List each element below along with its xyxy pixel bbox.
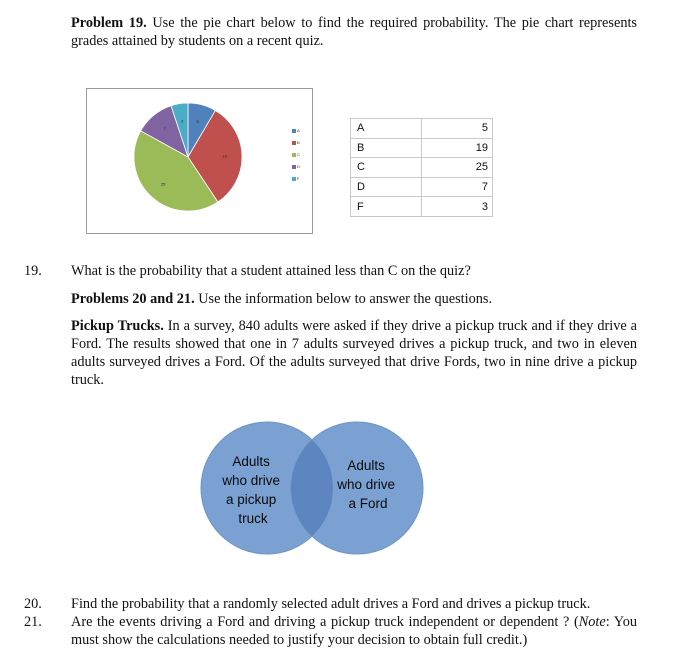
legend-label: C — [297, 152, 300, 157]
q21-note-text: : You must show the calculations needed to justify your decision to obtain full credit.) — [71, 614, 637, 648]
q21-number: 21. — [24, 614, 42, 630]
legend-label: B — [297, 140, 300, 145]
problems-20-21-intro — [71, 290, 637, 308]
problems-20-21-title: Problems 20 and 21. — [71, 291, 195, 307]
grade-cell: B — [351, 138, 422, 158]
pie-data-label: 5 — [196, 119, 199, 125]
pie-legend — [292, 128, 306, 190]
pie-data-label: 19 — [222, 153, 227, 159]
legend-swatch — [292, 177, 296, 181]
pie-data-label: 25 — [160, 181, 166, 187]
grade-cell: F — [351, 197, 422, 217]
q21-question: Are the events driving a Ford and driving a pickup truck independent or dependent ? ( — [71, 614, 579, 630]
problem-19-intro — [71, 14, 637, 50]
pie-chart — [87, 89, 312, 233]
legend-swatch — [292, 129, 296, 133]
q21-note-label: Note — [578, 614, 606, 630]
venn-right-label: Adults who drive a Ford — [337, 458, 396, 511]
legend-label: D — [297, 164, 300, 169]
table-row — [351, 119, 493, 139]
table-row — [351, 138, 493, 158]
count-cell: 7 — [422, 177, 493, 197]
q21-text — [71, 613, 637, 649]
count-cell: 3 — [422, 197, 493, 217]
pickup-paragraph — [71, 317, 637, 389]
count-cell: 25 — [422, 158, 493, 178]
legend-item — [292, 152, 306, 158]
table-row — [351, 158, 493, 178]
legend-swatch — [292, 141, 296, 145]
grade-cell: C — [351, 158, 422, 178]
pickup-text: In a survey, 840 adults were asked if they drive a pickup truck and if they drive a Ford. The results showed that one in 7 adults surveyed drives a pickup truck, and two in eleven adults surveyed drives a Ford. Of the adults surveyed that drive Fords, two in nine drive a pickup truck. — [71, 318, 637, 388]
legend-item — [292, 164, 306, 170]
legend-swatch — [292, 165, 296, 169]
pie-chart-container — [86, 88, 313, 234]
venn-diagram — [200, 418, 430, 558]
problem-19-title: Problem 19. — [71, 15, 147, 31]
q20-text: Find the probability that a randomly selected adult drives a Ford and drives a pickup truck. — [71, 596, 591, 612]
legend-swatch — [292, 153, 296, 157]
legend-label: A — [297, 128, 300, 133]
grade-table — [350, 118, 493, 217]
table-row — [351, 197, 493, 217]
grade-cell: A — [351, 119, 422, 139]
pickup-title: Pickup Trucks. — [71, 318, 164, 334]
q19-number: 19. — [24, 263, 42, 279]
problem-19-text: Use the pie chart below to find the required probability. The pie chart represents grades attained by students on a recent quiz. — [71, 15, 637, 49]
problems-20-21-text: Use the information below to answer the questions. — [198, 291, 493, 307]
pie-data-label: 7 — [163, 126, 166, 132]
legend-label: F — [297, 176, 300, 181]
count-cell: 5 — [422, 119, 493, 139]
count-cell: 19 — [422, 138, 493, 158]
q19-text: What is the probability that a student attained less than C on the quiz? — [71, 263, 471, 279]
legend-item — [292, 128, 306, 134]
q20-number: 20. — [24, 596, 42, 612]
legend-item — [292, 140, 306, 146]
legend-item — [292, 176, 306, 182]
table-row — [351, 177, 493, 197]
venn-left-label: Adults who drive a pickup truck — [222, 454, 281, 526]
pie-data-label: 3 — [181, 118, 184, 124]
grade-cell: D — [351, 177, 422, 197]
